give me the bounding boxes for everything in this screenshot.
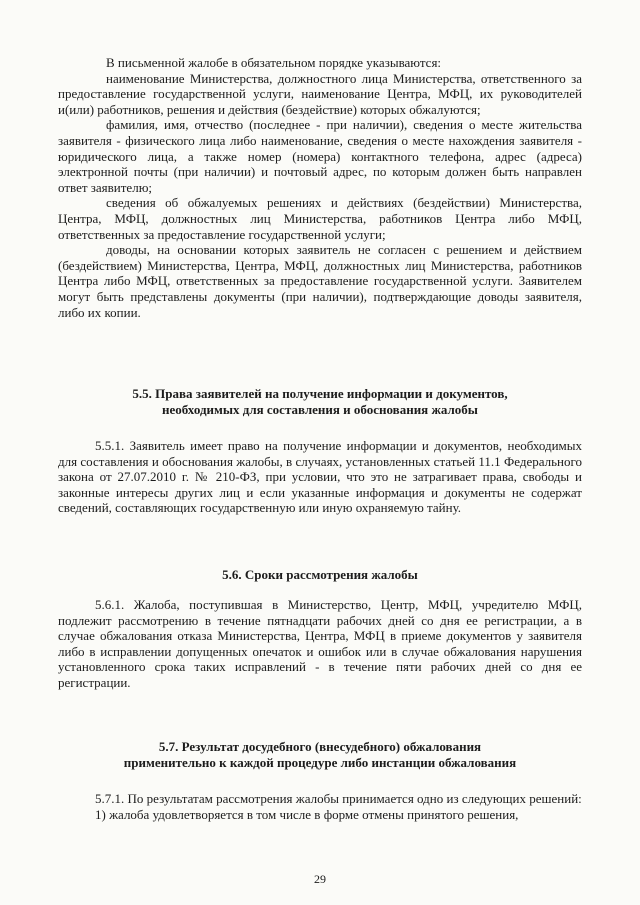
paragraph: 5.5.1. Заявитель имеет право на получение информации и документов, необходимых для составления и обоснования жалобы, в случаях, установленных статьей 11.1 Федерального закона от 27.07.2010 г. № 210-ФЗ, при условии, что это не затрагивает права, свободы и законные интересы других лиц и если указанные информация и документы не содержат сведений, составляющих государственную или иную охраняемую тайну. <box>58 438 582 516</box>
section-heading-line: необходимых для составления и обоснования жалобы <box>162 402 478 417</box>
section-heading-line: 5.5. Права заявителей на получение информации и документов, <box>132 386 508 401</box>
requirements-intro: В письменной жалобе в обязательном порядке указываются: <box>106 55 442 70</box>
complaint-requirements <box>58 55 582 320</box>
requirement-item: доводы, на основании которых заявитель не согласен с решением и действием (бездействием) Министерства, Центра, МФЦ, должностных лиц Министерства, работников Центра либо МФЦ, ответственных за предоставление государственной услуги. Заявителем могут быть представлены документы (при наличии), подтверждающие доводы заявителя, либо их копии. <box>58 242 582 320</box>
requirement-item: наименование Министерства, должностного лица Министерства, ответственного за предоставление государственной услуги, наименование Центра, МФЦ, их руководителей и(или) работников, решения и действия (бездействие) которых обжалуются; <box>58 70 582 117</box>
section-5-7-body <box>58 791 582 822</box>
section-heading-line: применительно к каждой процедуре либо инстанции обжалования <box>123 755 517 770</box>
decision-item: 1) жалоба удовлетворяется в том числе в форме отмены принятого решения, <box>95 806 519 822</box>
section-5-6-body <box>58 597 582 691</box>
section-5-5-heading <box>58 386 582 418</box>
section-5-6-heading <box>58 567 582 583</box>
paragraph: 5.6.1. Жалоба, поступившая в Министерство, Центр, МФЦ, учредителю МФЦ, подлежит рассмотрению в течение пятнадцати рабочих дней со дня ее регистрации, а в случае обжалования отказа Министерства, Центра, МФЦ в приеме документов у заявителя либо в исправлении допущенных опечаток и ошибок или в случае обжалования нарушения установленного срока таких исправлений - в течение пяти рабочих дней со дня ее регистрации. <box>58 597 582 690</box>
section-heading-line: 5.6. Сроки рассмотрения жалобы <box>222 567 418 582</box>
page-number: 29 <box>314 872 326 886</box>
section-5-7-heading <box>58 739 582 771</box>
section-5-5-body <box>58 438 582 516</box>
requirement-item: сведения об обжалуемых решениях и действиях (бездействии) Министерства, Центра, МФЦ, должностных лиц Министерства, работников Центра либо МФЦ, ответственных за предоставление государственной услуги; <box>58 195 582 242</box>
section-heading-line: 5.7. Результат досудебного (внесудебного) обжалования <box>158 739 482 754</box>
paragraph: 5.7.1. По результатам рассмотрения жалобы принимается одно из следующих решений: <box>95 791 582 806</box>
requirement-item: фамилия, имя, отчество (последнее - при наличии), сведения о месте жительства заявителя - физического лица либо наименование, сведения о месте нахождения заявителя - юридического лица, а также номер (номера) контактного телефона, адрес (адреса) электронной почты (при наличии) и почтовый адрес, по которым должен быть направлен ответ заявителю; <box>58 117 582 195</box>
